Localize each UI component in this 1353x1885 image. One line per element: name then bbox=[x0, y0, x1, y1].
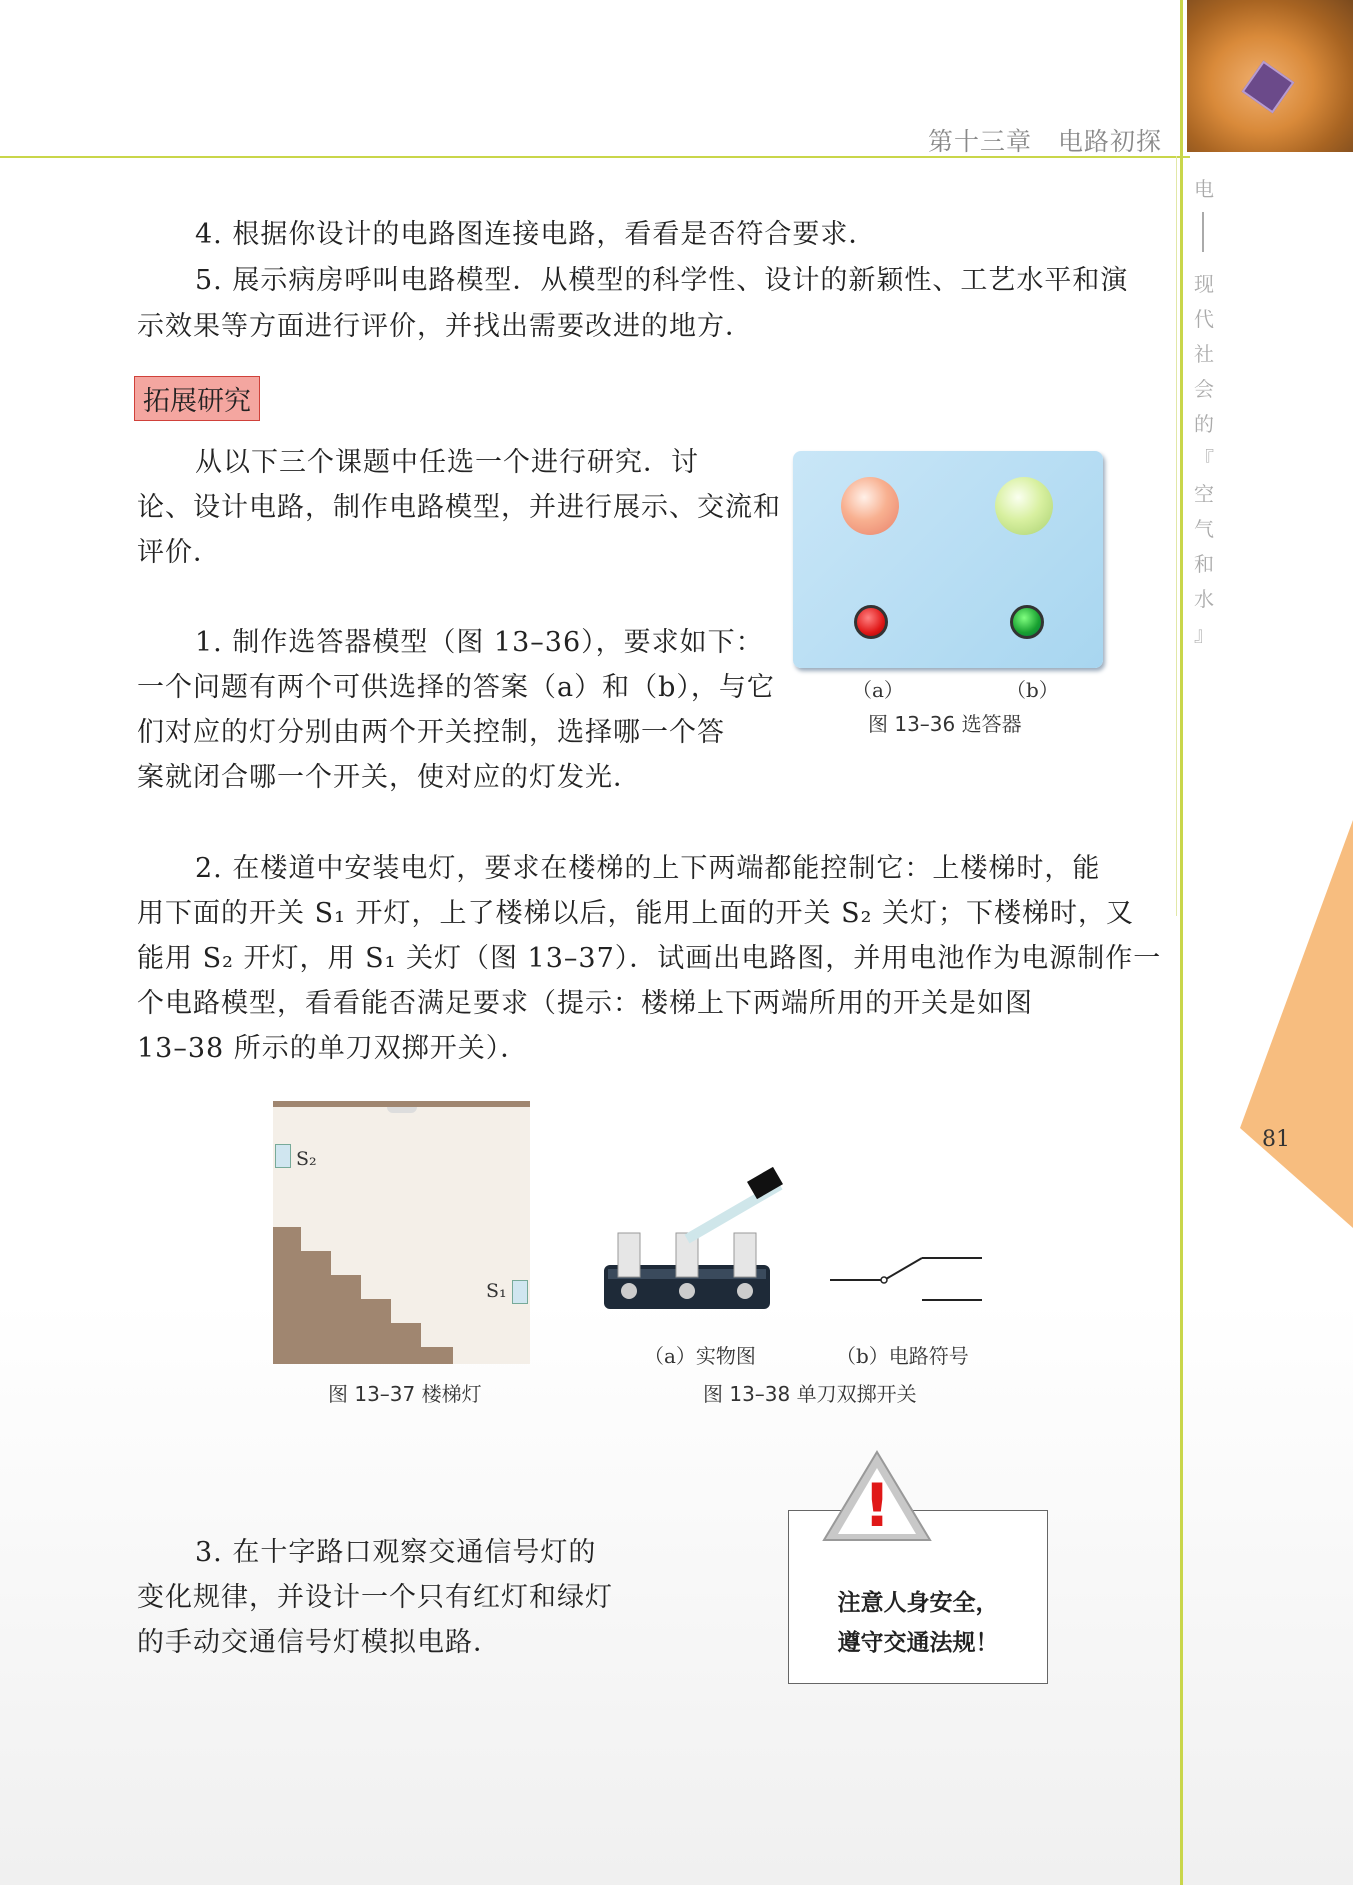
task2-line2: 用下面的开关 S₁ 开灯，上了楼梯以后，能用上面的开关 S₂ 关灯；下楼梯时，又 bbox=[137, 898, 1134, 929]
task3-line3: 的手动交通信号灯模拟电路． bbox=[137, 1627, 501, 1658]
sidebar-char: 社 bbox=[1194, 342, 1214, 366]
task2-line3: 能用 S₂ 开灯，用 S₁ 关灯（图 13–37）．试画出电路图，并用电池作为电源制作一 bbox=[137, 943, 1162, 974]
knife-switch-photo bbox=[600, 1165, 820, 1335]
red-button-icon bbox=[854, 605, 888, 639]
chapter-title: 第十三章 电路初探 bbox=[928, 127, 1163, 156]
switch-s1-icon bbox=[512, 1280, 528, 1304]
switch-s2-icon bbox=[275, 1144, 291, 1168]
sidebar-char: 现 bbox=[1194, 272, 1214, 296]
spdt-switch-symbol bbox=[830, 1250, 990, 1310]
intro-line3: 评价． bbox=[137, 537, 221, 568]
sidebar-char: 水 bbox=[1194, 587, 1214, 611]
sidebar-char: 空 bbox=[1194, 482, 1214, 506]
sidebar-char: 『 bbox=[1194, 447, 1214, 471]
sidebar-char: 会 bbox=[1194, 377, 1214, 401]
sidebar-dash bbox=[1202, 212, 1204, 252]
sidebar-char: 』 bbox=[1194, 622, 1214, 646]
fig38-label-a: （a）实物图 bbox=[644, 1344, 756, 1368]
step-5-line1: 5. 展示病房呼叫电路模型．从模型的科学性、设计的新颖性、工艺水平和演 bbox=[195, 265, 1129, 296]
stair-light-figure bbox=[273, 1101, 530, 1364]
warning-triangle-icon bbox=[818, 1446, 936, 1546]
margin-rule bbox=[1180, 0, 1183, 1885]
warning-text bbox=[789, 1583, 1047, 1663]
fig36-label-a: （a） bbox=[852, 678, 904, 702]
sidebar-theme bbox=[1190, 172, 1218, 652]
staircase-icon bbox=[273, 1101, 530, 1364]
task3-line2: 变化规律，并设计一个只有红灯和绿灯 bbox=[137, 1582, 613, 1613]
chip-photo bbox=[1187, 0, 1353, 152]
warning-mark: ! bbox=[863, 1471, 891, 1541]
section-badge: 拓展研究 bbox=[134, 376, 260, 421]
warning-line1: 注意人身安全， bbox=[837, 1590, 999, 1616]
fig37-caption: 图 13–37 楼梯灯 bbox=[328, 1382, 482, 1406]
sidebar-char: 代 bbox=[1194, 307, 1214, 331]
step-5-line2: 示效果等方面进行评价，并找出需要改进的地方． bbox=[137, 311, 753, 342]
intro-line2: 论、设计电路，制作电路模型，并进行展示、交流和 bbox=[137, 492, 781, 523]
sidebar-char: 气 bbox=[1194, 517, 1214, 541]
fig36-label-b: （b） bbox=[1006, 678, 1059, 702]
task2-line5: 13–38 所示的单刀双掷开关）． bbox=[137, 1033, 529, 1064]
task1-line3: 们对应的灯分别由两个开关控制，选择哪一个答 bbox=[137, 717, 725, 748]
fig38-caption: 图 13–38 单刀双掷开关 bbox=[703, 1382, 917, 1406]
task2-line4: 个电路模型，看看能否满足要求（提示：楼梯上下两端所用的开关是如图 bbox=[137, 988, 1033, 1019]
label-s2: S₂ bbox=[296, 1148, 317, 1170]
page-number: 81 bbox=[1262, 1127, 1290, 1152]
task1-line1: 1. 制作选答器模型（图 13–36），要求如下： bbox=[195, 627, 764, 658]
answer-selector-figure bbox=[793, 451, 1103, 668]
task1-line2: 一个问题有两个可供选择的答案（a）和（b），与它 bbox=[137, 672, 775, 703]
fig36-caption: 图 13–36 选答器 bbox=[868, 712, 1022, 736]
label-s1: S₁ bbox=[486, 1280, 507, 1302]
task1-line4: 案就闭合哪一个开关，使对应的灯发光． bbox=[137, 762, 641, 793]
task2-line1: 2. 在楼道中安装电灯，要求在楼梯的上下两端都能控制它：上楼梯时，能 bbox=[195, 853, 1101, 884]
sidebar-char: 电 bbox=[1194, 177, 1214, 201]
sidebar-char: 的 bbox=[1194, 412, 1214, 436]
step-4: 4. 根据你设计的电路图连接电路，看看是否符合要求． bbox=[195, 219, 877, 250]
task3-line1: 3. 在十字路口观察交通信号灯的 bbox=[195, 1537, 597, 1568]
fig38-label-b: （b）电路符号 bbox=[836, 1344, 969, 1368]
red-lamp-icon bbox=[841, 477, 899, 535]
margin-rule-inner bbox=[1176, 156, 1177, 916]
green-button-icon bbox=[1010, 605, 1044, 639]
intro-line1: 从以下三个课题中任选一个进行研究．讨 bbox=[195, 447, 699, 478]
warning-line2: 遵守交通法规！ bbox=[837, 1630, 999, 1656]
green-lamp-icon bbox=[995, 477, 1053, 535]
sidebar-char: 和 bbox=[1194, 552, 1214, 576]
chip-icon bbox=[1242, 61, 1295, 114]
